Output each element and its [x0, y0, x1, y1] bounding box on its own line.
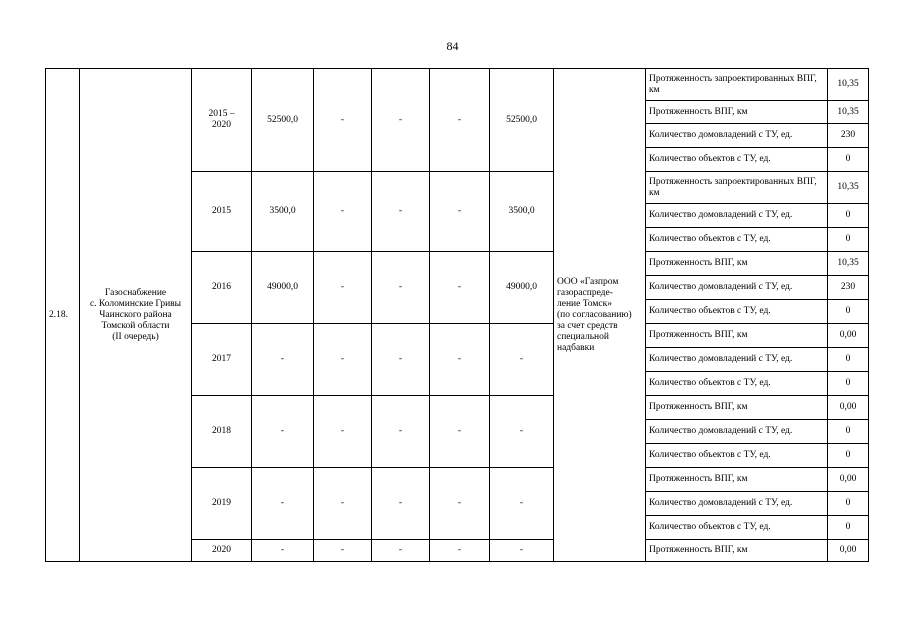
indicator-label: Количество домовладений с ТУ, ед.	[649, 210, 793, 220]
period-year-cell	[192, 252, 252, 324]
funding-value-cell	[430, 252, 490, 324]
period-year: 2017	[212, 354, 231, 364]
executor-line: надбавки	[557, 342, 595, 353]
indicator-value-cell	[828, 468, 869, 492]
program-table	[45, 68, 869, 562]
indicator-label-cell	[646, 276, 828, 300]
indicator-value-cell	[828, 172, 869, 204]
funding-value-cell	[372, 324, 430, 396]
funding-value: -	[519, 426, 524, 436]
indicator-value: 0,00	[839, 402, 857, 412]
indicator-label: Протяженность ВПГ, км	[649, 402, 748, 412]
funding-value: 52500,0	[267, 114, 298, 125]
funding-value-cell	[372, 396, 430, 468]
indicator-label: Количество объектов с ТУ, ед.	[649, 450, 771, 460]
funding-value-cell	[252, 172, 314, 252]
period-year: 2015 –	[208, 109, 235, 119]
table-body	[46, 69, 869, 562]
period-year-cell	[192, 172, 252, 252]
funding-value: 49000,0	[267, 282, 298, 292]
indicator-label-cell	[646, 420, 828, 444]
indicator-label-cell	[646, 444, 828, 468]
indicator-value: 0,00	[839, 330, 857, 340]
executor-line: за счет средств	[557, 320, 618, 331]
funding-value: -	[398, 354, 403, 364]
funding-value-cell	[252, 324, 314, 396]
funding-value-cell	[430, 468, 490, 540]
indicator-label: Количество домовладений с ТУ, ед.	[649, 282, 793, 292]
indicator-value-cell	[828, 276, 869, 300]
indicator-value: 0	[845, 354, 851, 364]
indicator-label: Количество домовладений с ТУ, ед.	[649, 354, 793, 364]
item-name-line: Чаинского района	[99, 309, 172, 320]
funding-value-cell	[252, 69, 314, 172]
item-name-line: Газоснабжение	[104, 287, 167, 298]
indicator-label-cell	[646, 492, 828, 516]
funding-value-cell	[430, 172, 490, 252]
funding-value: -	[398, 206, 403, 216]
indicator-value: 10,35	[837, 182, 859, 192]
funding-value: -	[457, 206, 462, 216]
indicator-value-cell	[828, 540, 869, 562]
funding-value: -	[280, 545, 285, 555]
funding-value: 49000,0	[506, 282, 537, 292]
funding-value-cell	[372, 69, 430, 172]
indicator-value-cell	[828, 396, 869, 420]
indicator-label-cell	[646, 69, 828, 101]
page-number: 84	[446, 39, 459, 53]
indicator-label-cell	[646, 252, 828, 276]
funding-value: -	[340, 114, 345, 125]
indicator-value-cell	[828, 300, 869, 324]
funding-value: -	[457, 114, 462, 125]
indicator-value-cell	[828, 252, 869, 276]
funding-value: -	[398, 426, 403, 436]
period-year-cell	[192, 540, 252, 562]
funding-value: -	[398, 498, 403, 508]
indicator-value-cell	[828, 420, 869, 444]
funding-value-cell	[490, 324, 554, 396]
table-row	[46, 69, 869, 101]
executor-line: специальной	[557, 331, 609, 342]
funding-value-cell	[490, 468, 554, 540]
indicator-value: 0	[845, 522, 851, 532]
executor-cell	[554, 69, 646, 562]
indicator-label: Количество объектов с ТУ, ед.	[649, 306, 771, 316]
indicator-value-cell	[828, 348, 869, 372]
indicator-value: 0	[845, 450, 851, 460]
funding-value-cell	[430, 540, 490, 562]
funding-value: -	[340, 354, 345, 364]
indicator-value-cell	[828, 69, 869, 101]
indicator-label-cell	[646, 516, 828, 540]
funding-value: -	[280, 354, 285, 364]
funding-value-cell	[372, 172, 430, 252]
indicator-value-cell	[828, 124, 869, 148]
indicator-value: 230	[840, 282, 856, 292]
executor-line: (по согласованию)	[557, 309, 632, 320]
indicator-label-cell	[646, 124, 828, 148]
indicator-label: Количество домовладений с ТУ, ед.	[649, 130, 793, 140]
indicator-value: 0,00	[839, 474, 857, 484]
item-number-cell	[46, 69, 80, 562]
indicator-label: Протяженность ВПГ, км	[649, 545, 748, 555]
period-year: 2019	[212, 498, 231, 508]
indicator-label-cell	[646, 228, 828, 252]
indicator-value: 0	[845, 210, 851, 220]
indicator-label-cell	[646, 172, 828, 204]
indicator-label: Протяженность ВПГ, км	[649, 330, 748, 340]
indicator-value: 230	[840, 130, 856, 140]
indicator-value-cell	[828, 492, 869, 516]
indicator-value-cell	[828, 324, 869, 348]
executor-line: газораспреде-	[557, 287, 613, 298]
period-year-cell	[192, 69, 252, 172]
period-year: 2015	[212, 206, 231, 216]
funding-value-cell	[314, 172, 372, 252]
indicator-value-cell	[828, 444, 869, 468]
indicator-value: 0	[845, 426, 851, 436]
funding-value: -	[519, 545, 524, 555]
funding-value: -	[340, 206, 345, 216]
item-name-line: с. Коломинские Гривы	[89, 298, 182, 309]
funding-value-cell	[252, 468, 314, 540]
funding-value: -	[280, 498, 285, 508]
indicator-label-cell	[646, 324, 828, 348]
indicator-label: Количество домовладений с ТУ, ед.	[649, 426, 793, 436]
indicator-label-cell	[646, 101, 828, 124]
funding-value: -	[398, 545, 403, 555]
funding-value-cell	[314, 252, 372, 324]
indicator-value-cell	[828, 204, 869, 228]
funding-value-cell	[252, 540, 314, 562]
period-year: 2016	[212, 282, 231, 292]
period-year: 2018	[212, 426, 231, 436]
funding-value: -	[340, 282, 345, 292]
indicator-value: 10,35	[837, 79, 859, 89]
funding-value: -	[457, 545, 462, 555]
funding-value: -	[457, 498, 462, 508]
item-name-line: Томской области	[101, 320, 170, 331]
funding-value: -	[457, 426, 462, 436]
funding-value: -	[457, 282, 462, 292]
indicator-value: 10,35	[837, 258, 859, 268]
indicator-value: 0	[845, 378, 851, 388]
indicator-label: Количество объектов с ТУ, ед.	[649, 378, 771, 388]
funding-value-cell	[490, 69, 554, 172]
indicator-label: Протяженность ВПГ, км	[649, 474, 748, 484]
indicator-value-cell	[828, 228, 869, 252]
funding-value-cell	[314, 324, 372, 396]
indicator-label-cell	[646, 148, 828, 172]
funding-value: -	[340, 545, 345, 555]
period-year-cell	[192, 468, 252, 540]
indicator-label-cell	[646, 204, 828, 228]
indicator-label: Протяженность ВПГ, км	[649, 258, 748, 268]
funding-value-cell	[252, 252, 314, 324]
indicator-label-cell	[646, 468, 828, 492]
indicator-label: Протяженность запроектированных ВПГ, км	[649, 176, 817, 198]
funding-value-cell	[372, 468, 430, 540]
funding-value: -	[519, 498, 524, 508]
funding-value-cell	[490, 252, 554, 324]
indicator-label: Протяженность ВПГ, км	[649, 106, 748, 117]
funding-value: -	[280, 426, 285, 436]
indicator-label: Количество домовладений с ТУ, ед.	[649, 498, 793, 508]
funding-value: 3500,0	[269, 206, 296, 216]
item-name-line: (II очередь)	[112, 331, 159, 342]
funding-value: -	[457, 354, 462, 364]
indicator-value: 0	[845, 234, 851, 244]
period-year: 2020	[212, 120, 231, 130]
indicator-label: Количество объектов с ТУ, ед.	[649, 522, 771, 532]
indicator-value: 0	[845, 498, 851, 508]
funding-value-cell	[314, 396, 372, 468]
funding-value-cell	[372, 540, 430, 562]
funding-value: -	[398, 114, 403, 125]
funding-value-cell	[252, 396, 314, 468]
indicator-label-cell	[646, 372, 828, 396]
funding-value-cell	[430, 69, 490, 172]
indicator-value: 0	[845, 306, 851, 316]
executor-line: ООО «Газпром	[557, 276, 619, 287]
indicator-label-cell	[646, 540, 828, 562]
indicator-value-cell	[828, 101, 869, 124]
executor-line: ление Томск»	[557, 298, 612, 309]
funding-value: 52500,0	[506, 114, 537, 125]
indicator-value: 0	[845, 154, 851, 164]
indicator-label-cell	[646, 300, 828, 324]
indicator-value: 10,35	[837, 106, 859, 117]
indicator-value: 0,00	[839, 545, 857, 555]
funding-value-cell	[314, 540, 372, 562]
funding-value: -	[519, 354, 524, 364]
funding-value: 3500,0	[508, 206, 535, 216]
funding-value-cell	[372, 252, 430, 324]
period-year-cell	[192, 396, 252, 468]
period-year: 2020	[212, 545, 231, 555]
indicator-value-cell	[828, 516, 869, 540]
period-year-cell	[192, 324, 252, 396]
indicator-label-cell	[646, 396, 828, 420]
funding-value-cell	[430, 396, 490, 468]
indicator-label: Количество объектов с ТУ, ед.	[649, 234, 771, 244]
funding-value-cell	[430, 324, 490, 396]
funding-value: -	[398, 282, 403, 292]
indicator-label-cell	[646, 348, 828, 372]
funding-value-cell	[490, 396, 554, 468]
funding-value-cell	[490, 172, 554, 252]
indicator-value-cell	[828, 372, 869, 396]
indicator-label: Протяженность запроектированных ВПГ, км	[649, 73, 817, 95]
funding-value-cell	[314, 468, 372, 540]
indicator-label: Количество объектов с ТУ, ед.	[649, 154, 771, 164]
funding-value-cell	[314, 69, 372, 172]
funding-value: -	[340, 498, 345, 508]
item-number: 2.18.	[49, 309, 68, 320]
funding-value-cell	[490, 540, 554, 562]
indicator-value-cell	[828, 148, 869, 172]
funding-value: -	[340, 426, 345, 436]
item-name-cell	[80, 69, 192, 562]
